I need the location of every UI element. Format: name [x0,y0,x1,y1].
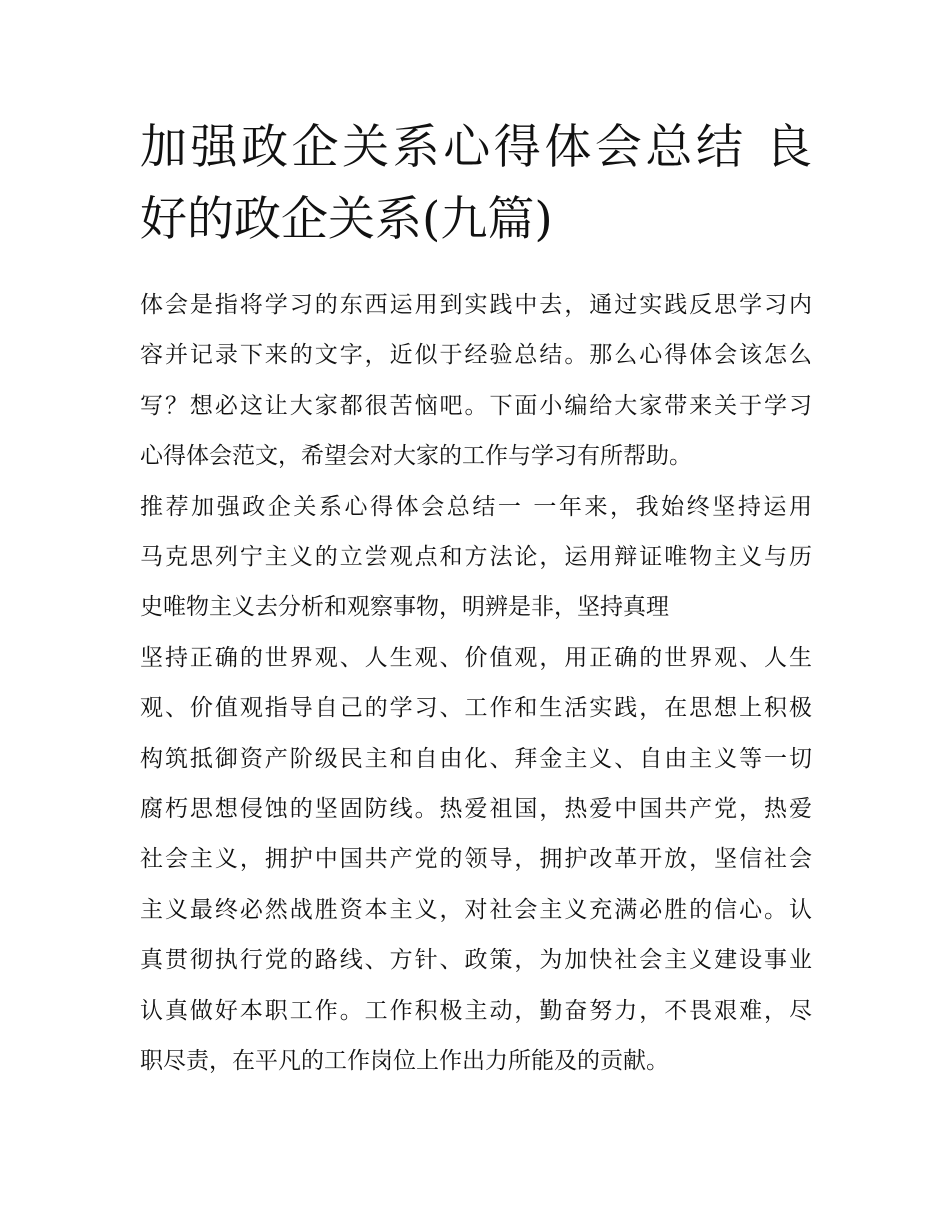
title-line-1: 加强政企关系心得体会总结 良 [140,120,812,175]
document-page [140,112,812,1087]
body-line-9: 职尽责，在平凡的工作岗位上作出力所能及的贡献。 [140,1048,669,1075]
body-line-8: 认真做好本职工作。工作积极主动，勤奋努力，不畏艰难，尽 [140,997,812,1024]
intro-line-2: 容并记录下来的文字，近似于经验总结。那么心得体会该怎么 [140,342,812,369]
document-title [140,112,812,256]
body-line-5: 社会主义，拥护中国共产党的领导，拥护改革开放，坚信社会 [140,846,812,873]
body-line-6: 主义最终必然战胜资本主义，对社会主义充满必胜的信心。认 [140,896,812,923]
section-line-2: 马克思列宁主义的立尝观点和方法论，运用辩证唯物主义与历 [140,544,812,571]
body-line-3: 构筑抵御资产阶级民主和自由化、拜金主义、自由主义等一切 [140,745,812,772]
section-line-3: 史唯物主义去分析和观察事物，明辨是非，坚持真理 [140,594,669,621]
intro-line-1: 体会是指将学习的东西运用到实践中去，通过实践反思学习内 [140,292,812,318]
body-line-7: 真贯彻执行党的路线、方针、政策，为加快社会主义建设事业 [140,947,812,974]
title-line-2: 好的政企关系(九篇) [140,192,553,247]
body-line-4: 腐朽思想侵蚀的坚固防线。热爱祖国，热爱中国共产党，热爱 [140,796,812,823]
body-paragraph [140,633,812,1087]
body-line-1: 坚持正确的世界观、人生观、价值观，用正确的世界观、人生 [140,644,812,671]
intro-paragraph [140,280,812,482]
section-heading-paragraph [140,482,812,633]
intro-line-3: 写？想必这让大家都很苦恼吧。下面小编给大家带来关于学习 [140,392,812,419]
intro-line-4: 心得体会范文，希望会对大家的工作与学习有所帮助。 [140,443,692,470]
section-line-1: 推荐加强政企关系心得体会总结一 一年来，我始终坚持运用 [140,493,812,520]
body-line-2: 观、价值观指导自己的学习、工作和生活实践，在思想上积极 [140,695,812,722]
